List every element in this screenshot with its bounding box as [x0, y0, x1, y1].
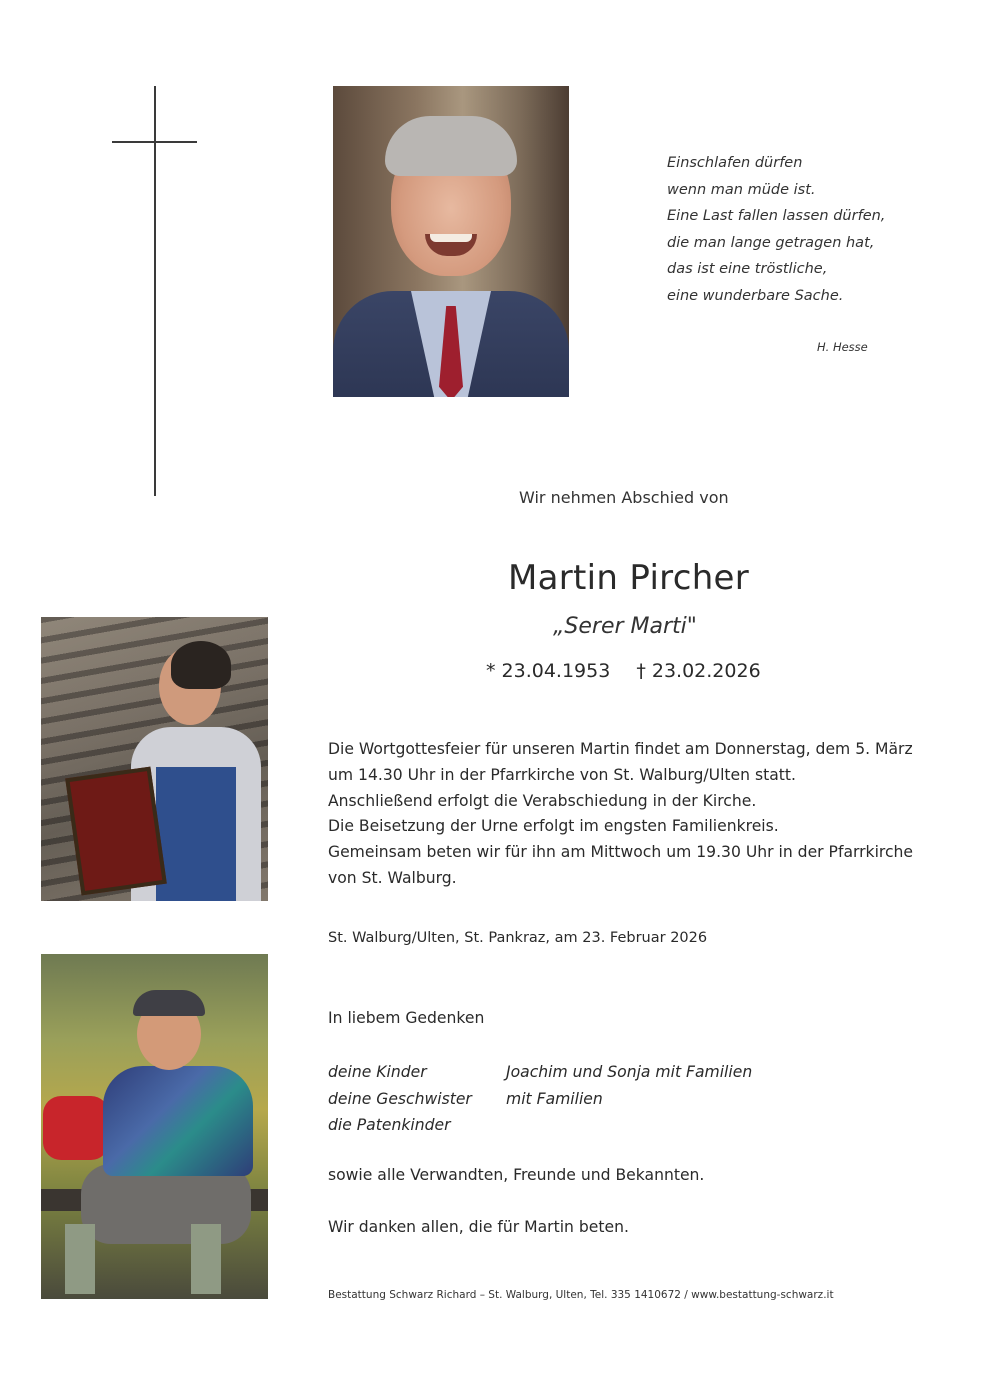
- announcement-line: Gemeinsam beten wir für ihn am Mittwoch um 19.30 Uhr in der Pfarrkirche: [328, 843, 914, 862]
- death-date: † 23.02.2026: [636, 660, 761, 682]
- life-dates: [486, 660, 761, 682]
- cross-horizontal-bar: [112, 141, 197, 143]
- quote-line: wenn man müde ist.: [667, 181, 816, 198]
- photo-person-overall: [156, 767, 236, 901]
- memory-heading: In liebem Gedenken: [328, 1009, 485, 1027]
- quote: [667, 150, 957, 310]
- family-row: [328, 1059, 752, 1086]
- family-list: [328, 1059, 752, 1139]
- quote-line: das ist eine tröstliche,: [667, 261, 828, 278]
- photo-sock-right: [191, 1224, 221, 1294]
- cross-vertical-bar: [154, 86, 156, 496]
- ceremony-announcement: [328, 737, 948, 892]
- photo-accordion: [65, 767, 167, 896]
- photo-mountain-hiker: [41, 954, 268, 1299]
- photo-person-hair: [171, 641, 231, 689]
- family-relation: deine Kinder: [328, 1063, 427, 1081]
- quote-line: die man lange getragen hat,: [667, 234, 875, 251]
- announcement-line: Die Wortgottesfeier für unseren Martin findet am Donnerstag, dem 5. März: [328, 740, 913, 758]
- birth-date: * 23.04.1953: [486, 660, 611, 682]
- relatives-line: sowie alle Verwandten, Freunde und Bekannten.: [328, 1166, 705, 1184]
- announcement-line: Anschließend erfolgt die Verabschiedung in der Kirche.: [328, 791, 757, 810]
- family-relation: deine Geschwister: [328, 1089, 472, 1108]
- family-row: [328, 1086, 752, 1113]
- intro-text: Wir nehmen Abschied von: [519, 488, 729, 507]
- announcement-line: um 14.30 Uhr in der Pfarrkirche von St. Walburg/Ulten statt.: [328, 765, 796, 784]
- deceased-nickname: „Serer Marti": [553, 614, 697, 639]
- photo-hiker-cap: [133, 990, 205, 1016]
- quote-line: eine wunderbare Sache.: [667, 287, 844, 304]
- portrait-photo: [333, 86, 569, 397]
- quote-author: H. Hesse: [817, 340, 868, 354]
- photo-backpack: [43, 1096, 109, 1160]
- thanks-line: Wir danken allen, die für Martin beten.: [328, 1218, 629, 1236]
- quote-line: Einschlafen dürfen: [667, 155, 803, 171]
- announcement-line: von St. Walburg.: [328, 868, 457, 887]
- deceased-name: Martin Pircher: [508, 558, 750, 598]
- family-names: Joachim und Sonja mit Familien: [506, 1063, 753, 1081]
- photo-sock-left: [65, 1224, 95, 1294]
- family-relation: die Patenkinder: [328, 1116, 451, 1134]
- photo-jacket: [103, 1066, 253, 1176]
- family-row: [328, 1112, 752, 1139]
- announcement-line: Die Beisetzung der Urne erfolgt im engsten Familienkreis.: [328, 817, 779, 836]
- photo-legs: [81, 1164, 251, 1244]
- photo-accordion-player: [41, 617, 268, 901]
- portrait-hair: [385, 116, 517, 176]
- quote-line: Eine Last fallen lassen dürfen,: [667, 208, 886, 225]
- place-and-date: St. Walburg/Ulten, St. Pankraz, am 23. Februar 2026: [328, 930, 708, 946]
- funeral-home-footer: Bestattung Schwarz Richard – St. Walburg, Ulten, Tel. 335 1410672 / www.bestattung-schwarz.it: [328, 1289, 834, 1301]
- portrait-teeth: [430, 234, 472, 242]
- family-names: mit Familien: [506, 1089, 603, 1108]
